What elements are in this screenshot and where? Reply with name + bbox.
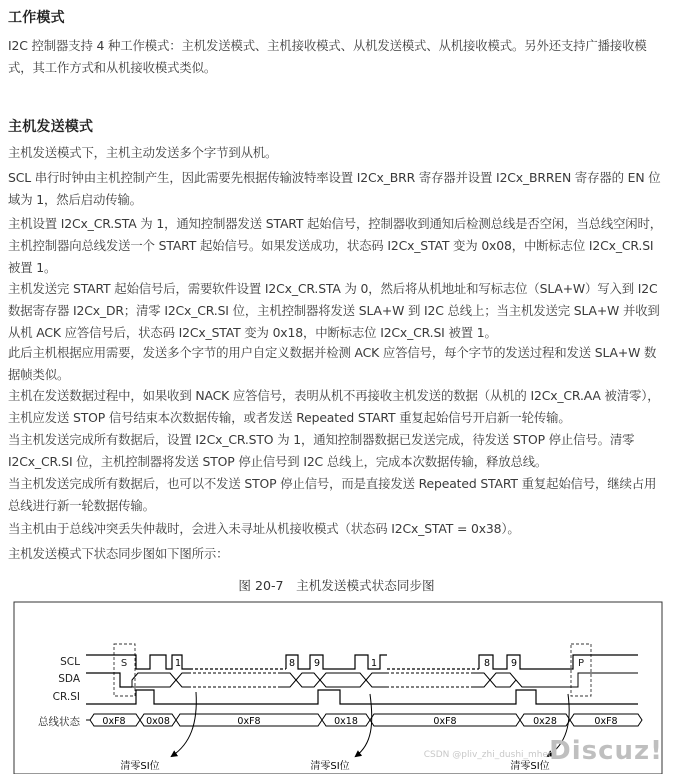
clock-label: 8 (483, 658, 491, 669)
paragraph: 此后主机根据应用需要，发送多个字节的用户自定义数据并检测 ACK 应答信号，每个字节的发送过程和发送 SLA+W 数据帧类似。 (8, 345, 657, 382)
section-title-work-modes: 工作模式 (8, 10, 65, 26)
paragraph: SCL 串行时钟由主机控制产生，因此需要先根据传输波特率设置 I2Cx_BRR 寄存器并设置 I2Cx_BRREN 寄存器的 EN 位域为 1，然后启动传输。 (8, 170, 661, 207)
figure-caption: 图 20-7 主机发送模式状态同步图 (238, 578, 435, 593)
bus-state-value: 0xF8 (433, 716, 457, 727)
sda-dotted-2 (386, 673, 474, 687)
sda-bit-start (176, 673, 188, 687)
paragraph: 主机发送模式下，主机主动发送多个字节到从机。 (8, 145, 278, 160)
paragraph: 主机设置 I2Cx_CR.STA 为 1，通知控制器发送 START 起始信号，控制器收到通知后检测总线是否空闲，当总线空闲时，主机控制器向总线发送一个 START 起始信号。如果发送成功，状态码 I2Cx_STAT 变为 0x08，中断标志位 I2Cx_CR.SI 被置 1。 (8, 216, 663, 275)
clock-label: 9 (313, 658, 321, 669)
signal-label-crsi: CR.SI (52, 691, 80, 703)
sda-bits-3 (474, 673, 638, 687)
discuz-watermark: Discuz! (549, 736, 663, 766)
clock-label: 1 (370, 658, 378, 669)
paragraph: 主机发送模式下状态同步图如下图所示： (8, 546, 229, 561)
clock-label: 8 (288, 658, 296, 669)
arrow-clear-si-1 (172, 692, 196, 756)
bus-state-value: 0xF8 (594, 716, 618, 727)
signal-label-sda: SDA (58, 673, 80, 685)
annotation-clear-si: 清零SI位 (120, 761, 160, 772)
bus-state-value: 0xF8 (102, 716, 126, 727)
paragraph: 主机发送完 START 起始信号后，需要软件设置 I2Cx_CR.STA 为 0，然后将从机地址和写标志位（SLA+W）写入到 I2C 数据寄存器 I2Cx_DR；清零 I2Cx_CR.SI 位，主机控制器将发送 SLA+W 到 I2C 总线上；当主机发送完 SLA+W 并收到从机 ACK 应答信号后，状态码 I2Cx_STAT 变为 0x18，中断标志位 I2Cx_CR.SI 被置 1。 (8, 281, 660, 340)
stop-label: P (577, 658, 585, 669)
bus-state-value: 0x18 (334, 716, 358, 727)
paragraph: 当主机发送完成所有数据后，设置 I2Cx_CR.STO 为 1，通知控制器数据已发送完成，待发送 STOP 停止信号。清零 I2Cx_CR.SI 位，主机控制器将发送 STOP 停止信号到 I2C 总线上，完成本次数据传输，释放总线。 (8, 432, 635, 469)
section-title-master-transmit: 主机发送模式 (8, 119, 94, 135)
paragraph: 当主机由于总线冲突丢失仲裁时，会进入未寻址从机接收模式（状态码 I2Cx_STAT = 0x38）。 (8, 521, 520, 536)
start-label: S (120, 658, 128, 669)
bus-state-value: 0xF8 (237, 716, 261, 727)
paragraph: 当主机发送完成所有数据后，也可以不发送 STOP 停止信号，而是直接发送 Repeated START 重复起始信号，继续占用总线进行新一轮数据传输。 (8, 476, 657, 513)
bus-state-value: 0x08 (146, 716, 170, 727)
clock-label: 1 (174, 658, 182, 669)
paragraph: 主机在发送数据过程中，如果收到 NACK 应答信号，表明从机不再接收主机发送的数据（从机的 I2Cx_CR.AA 被清零），主机应发送 STOP 信号结束本次数据传输，或者发送 Repeated START 重复起始信号开启新一轮传输。 (8, 388, 660, 425)
sda-bit (132, 673, 176, 687)
arrow-clear-si-2 (356, 694, 372, 756)
scl-waveform-3 (479, 655, 638, 669)
crsi-waveform (86, 690, 638, 704)
signal-label-bus-state: 总线状态 (38, 716, 80, 728)
bus-state-value: 0x28 (533, 716, 557, 727)
stop-condition-box (571, 644, 591, 696)
annotation-clear-si: 清零SI位 (510, 761, 550, 772)
clock-label: 9 (510, 658, 518, 669)
sda-waveform (86, 673, 132, 687)
work-modes-text: I2C 控制器支持 4 种工作模式：主机发送模式、主机接收模式、从机发送模式、从机接收模式。另外还支持广播接收模式，其工作方式和从机接收模式类似。 (8, 38, 647, 75)
sda-bits-2 (280, 673, 386, 687)
annotation-clear-si: 清零SI位 (310, 761, 350, 772)
bus-state-row (86, 714, 642, 727)
start-condition-box (114, 644, 135, 696)
signal-label-scl: SCL (60, 656, 80, 668)
sda-dotted-1 (188, 673, 280, 687)
csdn-watermark: CSDN @pliv_zhi_dushi_mhec (423, 750, 553, 760)
